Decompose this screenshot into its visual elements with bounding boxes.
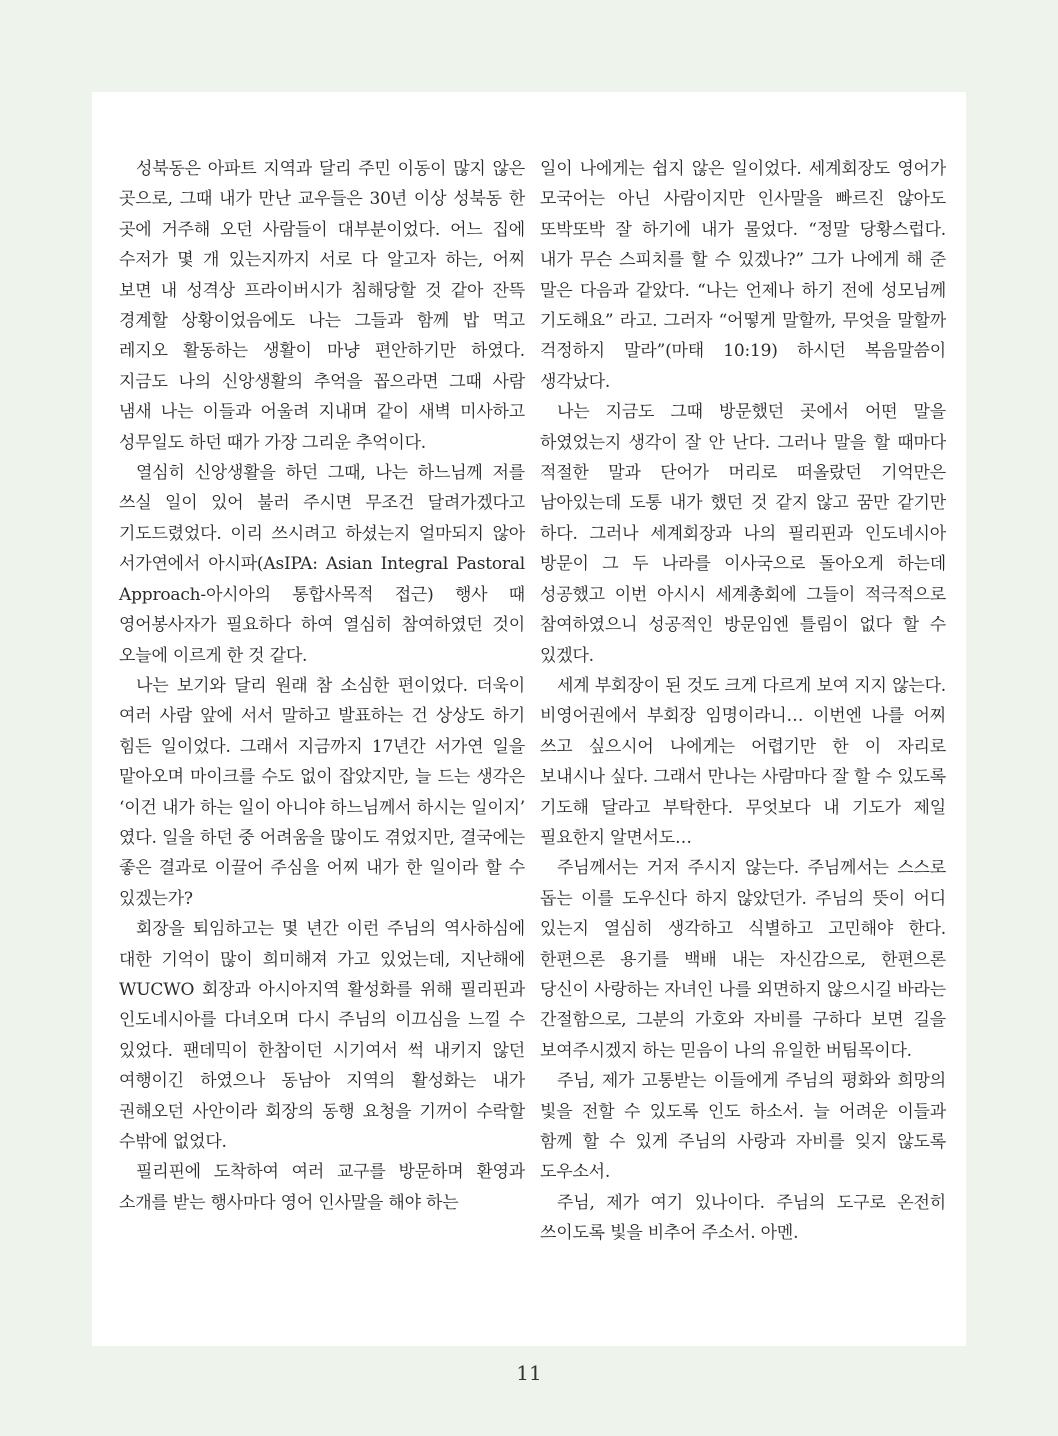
paragraph: 회장을 퇴임하고는 몇 년간 이런 주님의 역사하심에 대한 기억이 많이 희미해져 가고 있었는데, 지난해에 WUCWO 회장과 아시아지역 활성화를 위해 필리핀과 인도네시아를 다녀오며 다시 주님의 이끄심을 느낄 수 있었다. 팬데믹이 한참이던 시기여서 썩 내키지 않던 여행이긴 하였으나 동남아 지역의 활성화는 내가 권해오던 사안이라 회장의 동행 요청을 기꺼이 수락할 수밖에 없었다.	[119, 919, 525, 1152]
right-text-column	[540, 154, 946, 1249]
paragraph: 주님, 제가 여기 있나이다. 주님의 도구로 온전히 쓰이도록 빛을 비추어 주소서. 아멘.	[540, 1192, 946, 1244]
page-sheet	[92, 92, 966, 1346]
paragraph: 일이 나에게는 쉽지 않은 일이었다. 세계회장도 영어가 모국어는 아닌 사람이지만 인사말을 빠르진 않아도 또박또박 잘 하기에 내가 물었다. “정말 당황스럽다. 내가 무슨 스피치를 할 수 있겠나?” 그가 나에게 해 준 말은 다음과 같았다. “나는 언제나 하기 전에 성모님께 기도해요” 라고. 그러자 “어떻게 말할까, 무엇을 말할까 걱정하지 말라”(마태 10:19) 하시던 복음말씀이 생각났다.	[540, 159, 946, 392]
paragraph: 세계 부회장이 된 것도 크게 다르게 보여 지지 않는다. 비영어권에서 부회장 임명이라니… 이번엔 나를 어찌 쓰고 싶으시어 나에게는 어렵기만 한 이 자리로 보내시나 싶다. 그래서 만나는 사람마다 잘 할 수 있도록 기도해 달라고 부탁한다. 무엇보다 내 기도가 제일 필요한지 알면서도…	[540, 675, 946, 848]
page-number: 11	[516, 1361, 542, 1385]
paragraph: 나는 지금도 그때 방문했던 곳에서 어떤 말을 하였었는지 생각이 잘 안 난다. 그러나 말을 할 때마다 적절한 말과 단어가 머리로 떠올랐던 기억만은 남아있는데 도통 내가 했던 것 같지 않고 꿈만 같기만 하다. 그러나 세계회장과 나의 필리핀과 인도네시아 방문이 그 두 나라를 이사국으로 돌아오게 하는데 성공했고 이번 아시시 세계총회에 그들이 적극적으로 참여하였으니 성공적인 방문임엔 틀림이 없다 할 수 있겠다.	[540, 402, 946, 666]
paragraph: 열심히 신앙생활을 하던 그때, 나는 하느님께 저를 쓰실 일이 있어 불러 주시면 무조건 달려가겠다고 기도드렸었다. 이리 쓰시려고 하셨는지 얼마되지 않아 서가연에서 아시파(AsIPA: Asian Integral Pastoral Approach-아시아의 통합사목적 접근) 행사 때 영어봉사자가 필요하다 하여 열심히 참여하였던 것이 오늘에 이르게 한 것 같다.	[119, 463, 525, 666]
paragraph: 주님께서는 거저 주시지 않는다. 주님께서는 스스로 돕는 이를 도우신다 하지 않았던가. 주님의 뜻이 어디 있는지 열심히 생각하고 식별하고 고민해야 한다. 한편으론 용기를 백배 내는 자신감으로, 한편으론 당신이 사랑하는 자녀인 나를 외면하지 않으시길 바라는 간절함으로, 그분의 가호와 자비를 구하다 보면 길을 보여주시겠지 하는 믿음이 나의 유일한 버팀목이다.	[540, 858, 947, 1061]
paragraph: 필리핀에 도착하여 여러 교구를 방문하며 환영과 소개를 받는 행사마다 영어 인사말을 해야 하는	[119, 1162, 525, 1213]
paragraph: 나는 보기와 달리 원래 참 소심한 편이었다. 더욱이 여러 사람 앞에 서서 말하고 발표하는 건 상상도 하기 힘든 일이었다. 그래서 지금까지 17년간 서가연 일을 맡아오며 마이크를 수도 없이 잡았지만, 늘 드는 생각은 ‘이건 내가 하는 일이 아니야 하느님께서 하시는 일이지’ 였다. 일을 하던 중 어려움을 많이도 겪었지만, 결국에는 좋은 결과로 이끌어 주심을 어찌 내가 한 일이라 할 수 있겠는가?	[119, 675, 525, 909]
paragraph: 성북동은 아파트 지역과 달리 주민 이동이 많지 않은 곳으로, 그때 내가 만난 교우들은 30년 이상 성북동 한 곳에 거주해 오던 사람들이 대부분이었다. 어느 집에 수저가 몇 개 있는지까지 서로 다 알고자 하는, 어찌 보면 내 성격상 프라이버시가 침해당할 것 같아 잔뜩 경계할 상황이었음에도 나는 그들과 함께 밥 먹고 레지오 활동하는 생활이 마냥 편안하기만 하였다. 지금도 나의 신앙생활의 추억을 꼽으라면 그때 사람 냄새 나는 이들과 어울려 지내며 같이 새벽 미사하고 성무일도 하던 때가 가장 그리운 추억이다.	[119, 159, 525, 453]
left-text-column	[119, 154, 525, 1218]
paragraph: 주님, 제가 고통받는 이들에게 주님의 평화와 희망의 빛을 전할 수 있도록 인도 하소서. 늘 어려운 이들과 함께 할 수 있게 주님의 사랑과 자비를 잊지 않도록 도우소서.	[540, 1071, 946, 1183]
